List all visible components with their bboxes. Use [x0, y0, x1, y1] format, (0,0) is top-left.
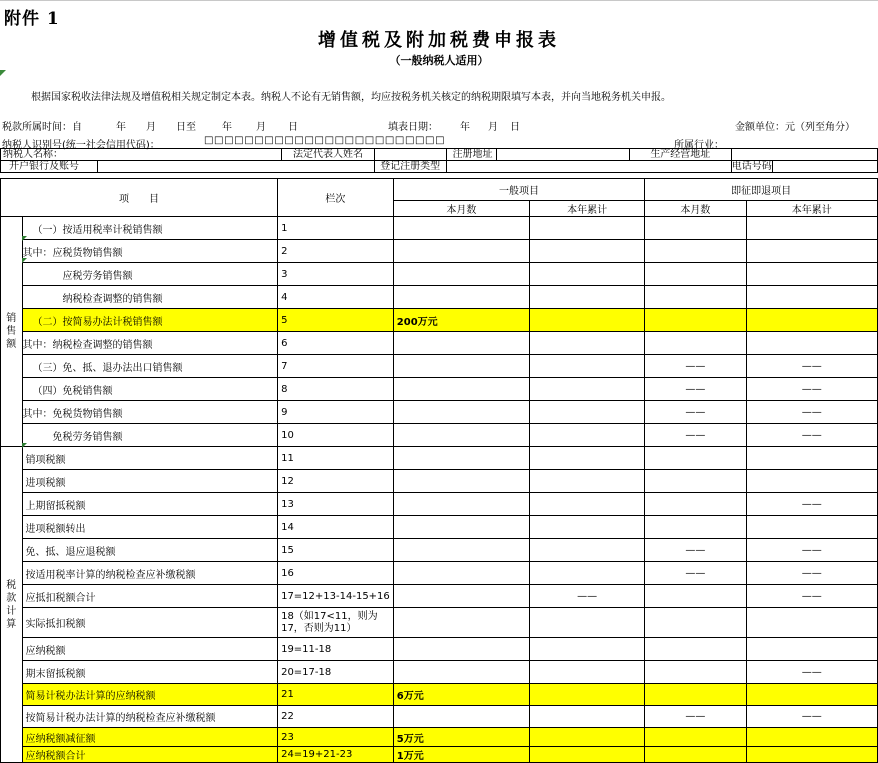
- period-label: 税款所属时间：自: [2, 122, 82, 133]
- cell-note-marker: [22, 258, 27, 263]
- col-header-lanci: 栏次: [278, 179, 394, 217]
- table-row: [1, 424, 878, 447]
- legal-rep-value[interactable]: [374, 149, 446, 161]
- immediate-ytd-value[interactable]: [746, 684, 878, 706]
- taxpayer-info-table: [0, 148, 878, 173]
- immediate-month-value: ——: [645, 562, 746, 585]
- fill-date-day: 日: [510, 122, 520, 133]
- general-month-value[interactable]: 1万元: [393, 747, 529, 763]
- general-ytd-value[interactable]: [530, 263, 645, 286]
- general-month-value[interactable]: [393, 424, 529, 447]
- general-month-value[interactable]: [393, 661, 529, 684]
- general-month-value[interactable]: [393, 516, 529, 539]
- immediate-ytd-value: ——: [746, 562, 878, 585]
- row-lanci: 19=11-18: [278, 638, 394, 661]
- immediate-month-value[interactable]: [645, 608, 746, 638]
- general-month-value[interactable]: [393, 539, 529, 562]
- row-item-label: 进项税额转出: [22, 516, 278, 539]
- general-ytd-value[interactable]: [530, 447, 645, 470]
- taxpayer-id-boxes[interactable]: □□□□□□□□□□□□□□□□□□□□□□□□: [204, 135, 446, 146]
- general-ytd-value[interactable]: [530, 684, 645, 706]
- general-month-value[interactable]: 5万元: [393, 728, 529, 747]
- general-month-value[interactable]: [393, 638, 529, 661]
- general-month-value[interactable]: [393, 585, 529, 608]
- table-row: [1, 493, 878, 516]
- immediate-ytd-value[interactable]: [746, 286, 878, 309]
- general-month-value[interactable]: [393, 608, 529, 638]
- general-month-value[interactable]: [393, 378, 529, 401]
- table-row: [1, 539, 878, 562]
- table-row: [1, 608, 878, 638]
- immediate-month-value[interactable]: [645, 493, 746, 516]
- cell-comment-marker: [0, 70, 6, 76]
- form-subtitle: （一般纳税人适用）: [389, 54, 489, 67]
- immediate-month-value[interactable]: [645, 585, 746, 608]
- table-row: [1, 470, 878, 493]
- fill-date-month: 月: [488, 122, 498, 133]
- general-month-value[interactable]: 6万元: [393, 684, 529, 706]
- immediate-ytd-value: ——: [746, 539, 878, 562]
- immediate-month-value: ——: [645, 378, 746, 401]
- general-month-value[interactable]: [393, 447, 529, 470]
- general-ytd-value[interactable]: [530, 240, 645, 263]
- table-row: [1, 378, 878, 401]
- table-row: [1, 728, 878, 747]
- immediate-ytd-value: ——: [746, 401, 878, 424]
- general-ytd-value[interactable]: [530, 747, 645, 763]
- general-ytd-value[interactable]: [530, 516, 645, 539]
- table-row: [1, 684, 878, 706]
- cell-note-marker: [22, 236, 27, 241]
- table-row: [1, 661, 878, 684]
- row-item-label: 其中：应税货物销售额: [22, 240, 278, 263]
- row-item-label: 应抵扣税额合计: [22, 585, 278, 608]
- immediate-ytd-value[interactable]: [746, 447, 878, 470]
- table-row: [1, 309, 878, 332]
- row-lanci: 1: [278, 217, 394, 240]
- table-row: [1, 747, 878, 763]
- row-lanci: 9: [278, 401, 394, 424]
- immediate-month-value: ——: [645, 401, 746, 424]
- immediate-month-value[interactable]: [645, 684, 746, 706]
- row-item-label: 销项税额: [22, 447, 278, 470]
- row-item-label: 期末留抵税额: [22, 661, 278, 684]
- immediate-month-value[interactable]: [645, 263, 746, 286]
- row-lanci: 8: [278, 378, 394, 401]
- general-month-value[interactable]: [393, 240, 529, 263]
- table-row: [1, 638, 878, 661]
- general-ytd-value[interactable]: [530, 332, 645, 355]
- immediate-month-value[interactable]: [645, 286, 746, 309]
- row-item-label: （二）按简易办法计税销售额: [22, 309, 278, 332]
- general-month-value[interactable]: [393, 355, 529, 378]
- general-ytd-value[interactable]: [530, 378, 645, 401]
- table-row: [1, 355, 878, 378]
- row-lanci: 24=19+21-23: [278, 747, 394, 763]
- row-item-label: 上期留抵税额: [22, 493, 278, 516]
- immediate-month-value[interactable]: [645, 447, 746, 470]
- row-lanci: 12: [278, 470, 394, 493]
- period-day-end: 日: [288, 122, 298, 133]
- table-row: [1, 263, 878, 286]
- row-lanci: 5: [278, 309, 394, 332]
- row-item-label: 免税劳务销售额: [22, 424, 278, 447]
- immediate-month-value: ——: [645, 539, 746, 562]
- row-item-label: （三）免、抵、退办法出口销售额: [22, 355, 278, 378]
- immediate-ytd-value[interactable]: [746, 470, 878, 493]
- immediate-ytd-value: ——: [746, 585, 878, 608]
- immediate-month-value[interactable]: [645, 728, 746, 747]
- general-month-value[interactable]: 200万元: [393, 309, 529, 332]
- col-header-general: 一般项目: [393, 179, 644, 201]
- immediate-month-value[interactable]: [645, 470, 746, 493]
- unit-label: 金额单位：元（列至角分）: [735, 122, 855, 133]
- general-ytd-value[interactable]: [530, 562, 645, 585]
- row-lanci: 17=12+13-14-15+16: [278, 585, 394, 608]
- cell-note-marker: [22, 443, 27, 448]
- vat-main-table: [0, 178, 878, 763]
- immediate-ytd-value[interactable]: [746, 263, 878, 286]
- fill-date-year: 年: [460, 122, 470, 133]
- immediate-month-value[interactable]: [645, 240, 746, 263]
- general-month-value[interactable]: [393, 706, 529, 728]
- general-ytd-value[interactable]: [530, 608, 645, 638]
- period-year-to: 年: [222, 122, 232, 133]
- phone-label: 电话号码: [731, 161, 772, 172]
- taxpayer-name-label: 纳税人名称：: [1, 149, 282, 161]
- top-border: [0, 0, 878, 1]
- table-row: [1, 332, 878, 355]
- row-lanci: 4: [278, 286, 394, 309]
- row-lanci: 18（如17<11，则为17，否则为11）: [278, 608, 394, 638]
- immediate-ytd-value: ——: [746, 355, 878, 378]
- general-month-value[interactable]: [393, 286, 529, 309]
- general-ytd-value[interactable]: [530, 728, 645, 747]
- row-lanci: 3: [278, 263, 394, 286]
- section-tax-label: 税 款 计 算: [1, 447, 23, 763]
- immediate-month-value[interactable]: [645, 332, 746, 355]
- immediate-ytd-value[interactable]: [746, 638, 878, 661]
- row-lanci: 6: [278, 332, 394, 355]
- table-row: [1, 286, 878, 309]
- general-ytd-value[interactable]: [530, 286, 645, 309]
- immediate-ytd-value: ——: [746, 424, 878, 447]
- immediate-ytd-value: ——: [746, 661, 878, 684]
- row-lanci: 2: [278, 240, 394, 263]
- taxpayer-id-label: 纳税人识别号(统一社会信用代码)：: [2, 140, 160, 151]
- reg-type-value[interactable]: [446, 161, 731, 173]
- row-item-label: 应税劳务销售额: [22, 263, 278, 286]
- general-month-value[interactable]: [393, 263, 529, 286]
- row-lanci: 13: [278, 493, 394, 516]
- row-item-label: 进项税额: [22, 470, 278, 493]
- immediate-ytd-value[interactable]: [746, 516, 878, 539]
- row-lanci: 22: [278, 706, 394, 728]
- phone-value[interactable]: [772, 161, 877, 173]
- general-ytd-value[interactable]: [530, 424, 645, 447]
- immediate-ytd-value[interactable]: [746, 747, 878, 763]
- reg-address-label: 注册地址: [446, 149, 497, 161]
- row-item-label: 纳税检查调整的销售额: [22, 286, 278, 309]
- industry-label: 所属行业：: [674, 140, 724, 151]
- general-ytd-value: ——: [530, 585, 645, 608]
- period-month-from: 月: [146, 122, 156, 133]
- table-row: [1, 217, 878, 240]
- general-ytd-value[interactable]: [530, 493, 645, 516]
- immediate-month-value: ——: [645, 424, 746, 447]
- table-row: [1, 562, 878, 585]
- general-month-value[interactable]: [393, 401, 529, 424]
- table-row: [1, 706, 878, 728]
- bank-label: 开户银行及账号: [1, 161, 98, 173]
- bank-value[interactable]: [97, 161, 374, 173]
- general-month-value[interactable]: [393, 493, 529, 516]
- form-instructions: 根据国家税收法律法规及增值税相关规定制定本表。纳税人不论有无销售额，均应按税务机关核定的纳税期限填写本表，并向当地税务机关申报。: [31, 92, 671, 103]
- reg-address-value[interactable]: [497, 149, 629, 161]
- general-ytd-value[interactable]: [530, 355, 645, 378]
- immediate-ytd-value[interactable]: [746, 332, 878, 355]
- row-lanci: 10: [278, 424, 394, 447]
- row-item-label: 简易计税办法计算的应纳税额: [22, 684, 278, 706]
- immediate-month-value[interactable]: [645, 217, 746, 240]
- biz-address-label: 生产经营地址: [629, 149, 731, 161]
- row-item-label: 其中：免税货物销售额: [22, 401, 278, 424]
- general-ytd-value[interactable]: [530, 638, 645, 661]
- general-ytd-value[interactable]: [530, 217, 645, 240]
- row-lanci: 14: [278, 516, 394, 539]
- immediate-ytd-value[interactable]: [746, 217, 878, 240]
- row-item-label: 免、抵、退应退税额: [22, 539, 278, 562]
- table-row: [1, 240, 878, 263]
- row-item-label: 应纳税额合计: [22, 747, 278, 763]
- reg-type-label: 登记注册类型: [374, 161, 446, 173]
- general-month-value[interactable]: [393, 470, 529, 493]
- row-lanci: 16: [278, 562, 394, 585]
- form-title: 增值税及附加税费申报表: [318, 30, 560, 51]
- row-lanci: 21: [278, 684, 394, 706]
- col-header-general-month: 本月数: [393, 201, 529, 217]
- general-ytd-value[interactable]: [530, 539, 645, 562]
- legal-rep-label: 法定代表人姓名: [282, 149, 375, 161]
- general-ytd-value[interactable]: [530, 401, 645, 424]
- row-lanci: 11: [278, 447, 394, 470]
- immediate-month-value[interactable]: [645, 661, 746, 684]
- row-lanci: 15: [278, 539, 394, 562]
- row-item-label: 应纳税额减征额: [22, 728, 278, 747]
- general-ytd-value[interactable]: [530, 661, 645, 684]
- col-header-general-ytd: 本年累计: [530, 201, 645, 217]
- biz-address-value[interactable]: [731, 149, 877, 161]
- period-day-to: 日至: [176, 122, 196, 133]
- table-row: [1, 516, 878, 539]
- general-month-value[interactable]: [393, 562, 529, 585]
- immediate-ytd-value[interactable]: [746, 608, 878, 638]
- immediate-ytd-value: ——: [746, 706, 878, 728]
- fill-date-label: 填表日期：: [388, 122, 438, 133]
- row-item-label: 按适用税率计算的纳税检查应补缴税额: [22, 562, 278, 585]
- row-item-label: （一）按适用税率计税销售额: [22, 217, 278, 240]
- attachment-label: 附件 1: [4, 9, 60, 29]
- row-item-label: （四）免税销售额: [22, 378, 278, 401]
- table-row: [1, 447, 878, 470]
- general-month-value[interactable]: [393, 332, 529, 355]
- immediate-month-value: ——: [645, 355, 746, 378]
- row-item-label: 其中：纳税检查调整的销售额: [22, 332, 278, 355]
- period-month-to: 月: [256, 122, 266, 133]
- row-item-label: 实际抵扣税额: [22, 608, 278, 638]
- section-sales-label: 销 售 额: [1, 217, 23, 447]
- immediate-ytd-value: ——: [746, 493, 878, 516]
- general-ytd-value[interactable]: [530, 706, 645, 728]
- immediate-month-value[interactable]: [645, 516, 746, 539]
- general-ytd-value[interactable]: [530, 309, 645, 332]
- immediate-month-value: ——: [645, 706, 746, 728]
- table-row: [1, 585, 878, 608]
- immediate-month-value[interactable]: [645, 638, 746, 661]
- col-header-immediate-month: 本月数: [645, 201, 746, 217]
- general-ytd-value[interactable]: [530, 470, 645, 493]
- immediate-month-value[interactable]: [645, 309, 746, 332]
- immediate-ytd-value[interactable]: [746, 728, 878, 747]
- row-item-label: 应纳税额: [22, 638, 278, 661]
- row-lanci: 7: [278, 355, 394, 378]
- table-row: [1, 401, 878, 424]
- row-item-label: 按简易计税办法计算的纳税检查应补缴税额: [22, 706, 278, 728]
- col-header-item: 项 目: [1, 179, 278, 217]
- col-header-immediate: 即征即退项目: [645, 179, 878, 201]
- immediate-ytd-value[interactable]: [746, 309, 878, 332]
- immediate-ytd-value[interactable]: [746, 240, 878, 263]
- period-year-from: 年: [116, 122, 126, 133]
- immediate-ytd-value: ——: [746, 378, 878, 401]
- row-lanci: 20=17-18: [278, 661, 394, 684]
- row-lanci: 23: [278, 728, 394, 747]
- general-month-value[interactable]: [393, 217, 529, 240]
- col-header-immediate-ytd: 本年累计: [746, 201, 878, 217]
- immediate-month-value[interactable]: [645, 747, 746, 763]
